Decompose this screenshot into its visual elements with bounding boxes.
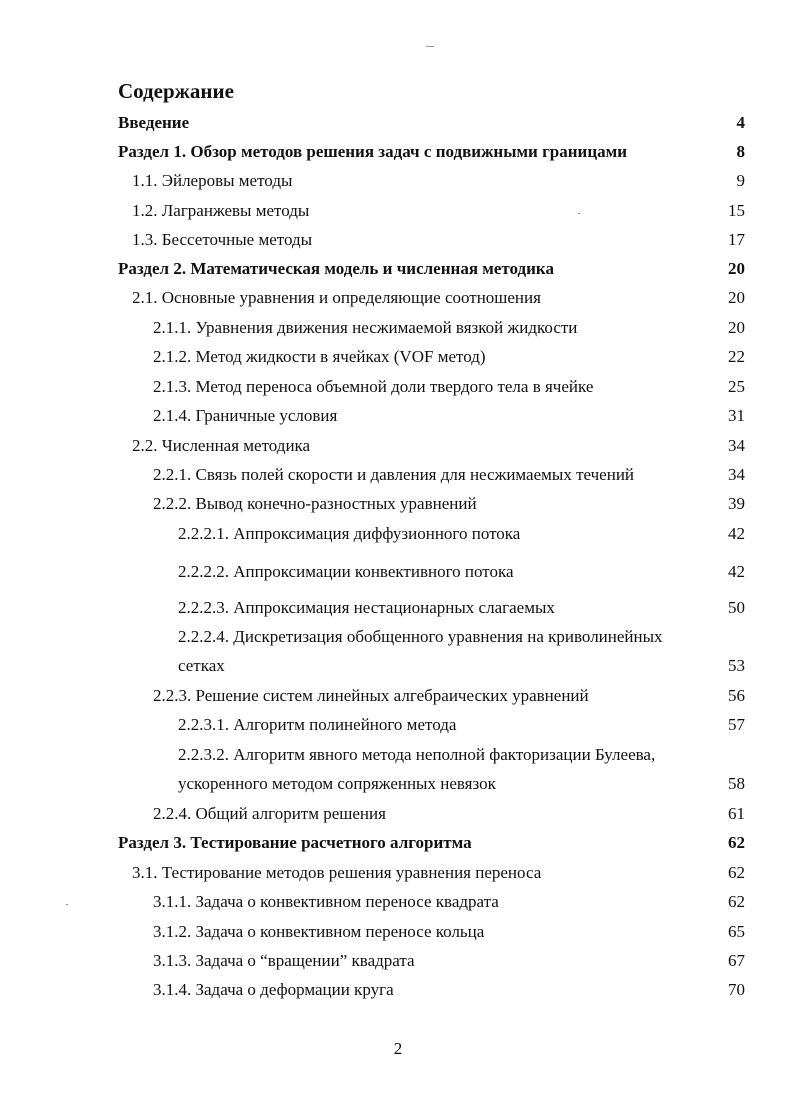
toc-entry-label: 2.1.2. Метод жидкости в ячейках (VOF метод) xyxy=(153,347,486,366)
toc-entry-label: Раздел 2. Математическая модель и численная методика xyxy=(118,259,554,278)
toc-entry-page: 56 xyxy=(728,686,745,705)
toc-entry-page: 62 xyxy=(728,892,745,911)
toc-entry xyxy=(0,769,796,798)
toc-entry xyxy=(0,108,796,137)
toc-entry-label: 2.1.1. Уравнения движения несжимаемой вязкой жидкости xyxy=(153,318,578,337)
toc-entry-page: 22 xyxy=(728,347,745,366)
toc-entry xyxy=(0,710,796,739)
toc-entry-label: 2.2.3. Решение систем линейных алгебраических уравнений xyxy=(153,686,589,705)
toc-entry-page: 42 xyxy=(728,562,745,581)
toc-entry-page: 31 xyxy=(728,406,745,425)
toc-entry xyxy=(0,858,796,887)
toc-entry-label: 1.2. Лагранжевы методы xyxy=(132,201,310,220)
page-number: 2 xyxy=(393,1039,403,1058)
toc-entry-label: 3.1. Тестирование методов решения уравнения переноса xyxy=(132,863,542,882)
toc-entry-page: 70 xyxy=(728,980,745,999)
toc-entry-label: 1.3. Бессеточные методы xyxy=(132,230,313,249)
toc-entry xyxy=(0,225,796,254)
toc-entry xyxy=(0,519,796,548)
toc-entry-label: 3.1.1. Задача о конвективном переносе квадрата xyxy=(153,892,499,911)
toc-entry xyxy=(0,557,796,586)
toc-entry xyxy=(0,431,796,460)
toc-entry xyxy=(0,342,796,371)
toc-entry xyxy=(0,946,796,975)
toc-entry-page: 42 xyxy=(728,524,745,543)
toc-title: Содержание xyxy=(118,79,234,103)
toc-entry-page: 58 xyxy=(728,774,745,793)
toc-entry xyxy=(0,622,796,651)
toc-entry-page: 8 xyxy=(736,142,745,161)
toc-entry-label: 3.1.4. Задача о деформации круга xyxy=(153,980,394,999)
toc-entry xyxy=(0,372,796,401)
toc-entry-label: 2.1. Основные уравнения и определяющие соотношения xyxy=(132,288,541,307)
toc-entry-page: 20 xyxy=(728,288,745,307)
toc-entry-page: 53 xyxy=(728,656,745,675)
toc-entry xyxy=(0,975,796,1004)
toc-entry-label: 2.1.3. Метод переноса объемной доли твердого тела в ячейке xyxy=(153,377,594,396)
toc-entry-page: 20 xyxy=(728,259,745,278)
toc-entry xyxy=(0,313,796,342)
toc-entry-page: 62 xyxy=(728,833,745,852)
toc-entry-page: 50 xyxy=(728,598,745,617)
toc-entry-page: 65 xyxy=(728,922,745,941)
toc-entry-label: ускоренного методом сопряженных невязок xyxy=(178,774,496,793)
toc-entry-page: 17 xyxy=(728,230,745,249)
toc-entry xyxy=(0,489,796,518)
toc-entry-label: 2.2.2.2. Аппроксимации конвективного потока xyxy=(178,562,514,581)
toc-entry xyxy=(0,283,796,312)
toc-entry-page: 9 xyxy=(736,171,745,190)
toc-entry xyxy=(0,887,796,916)
toc-entry-label: 2.2.2.1. Аппроксимация диффузионного потока xyxy=(178,524,521,543)
toc-entry-label: 2.2.2.4. Дискретизация обобщенного уравнения на криволинейных xyxy=(178,627,663,646)
toc-entry-label: Введение xyxy=(118,113,190,132)
toc-entry xyxy=(0,401,796,430)
toc-entry xyxy=(0,651,796,680)
toc-entry-label: 3.1.2. Задача о конвективном переносе кольца xyxy=(153,922,485,941)
toc-entry-page: 20 xyxy=(728,318,745,337)
toc-entry-page: 39 xyxy=(728,494,745,513)
toc-entry-page: 25 xyxy=(728,377,745,396)
toc-entry-label: 1.1. Эйлеровы методы xyxy=(132,171,293,190)
toc-entry-label: 2.2.2.3. Аппроксимация нестационарных слагаемых xyxy=(178,598,555,617)
toc-entry-page: 15 xyxy=(728,201,745,220)
toc-entry-page: 61 xyxy=(728,804,745,823)
toc-entry xyxy=(0,799,796,828)
toc-entry xyxy=(0,917,796,946)
toc-entry-page: 57 xyxy=(728,715,745,734)
toc-entry xyxy=(0,137,796,166)
toc-entry xyxy=(0,460,796,489)
toc-entry-page: 34 xyxy=(728,465,745,484)
toc-entry xyxy=(0,681,796,710)
toc-entry-label: Раздел 1. Обзор методов решения задач с подвижными границами xyxy=(118,142,628,161)
toc-entry-label: 2.2.2. Вывод конечно-разностных уравнений xyxy=(153,494,477,513)
toc-entry-page: 4 xyxy=(736,113,745,132)
scan-mark xyxy=(426,46,434,47)
toc-entry-label: 2.2.3.1. Алгоритм полинейного метода xyxy=(178,715,457,734)
toc-entry-label: 3.1.3. Задача о “вращении” квадрата xyxy=(153,951,415,970)
toc-entry-label: 2.2.1. Связь полей скорости и давления для несжимаемых течений xyxy=(153,465,635,484)
toc-entry-label: 2.1.4. Граничные условия xyxy=(153,406,338,425)
toc-entry xyxy=(0,254,796,283)
toc-entry-label: сетках xyxy=(178,656,225,675)
toc-entry-label: 2.2.4. Общий алгоритм решения xyxy=(153,804,386,823)
toc-entry xyxy=(0,196,796,225)
toc-entry-page: 34 xyxy=(728,436,745,455)
toc-entry xyxy=(0,740,796,769)
toc-entry xyxy=(0,828,796,857)
toc-entry-page: 62 xyxy=(728,863,745,882)
toc-entry-label: 2.2. Численная методика xyxy=(132,436,311,455)
toc-entry-label: Раздел 3. Тестирование расчетного алгоритма xyxy=(118,833,472,852)
toc-entry xyxy=(0,593,796,622)
toc-entry-page: 67 xyxy=(728,951,745,970)
toc-entry-label: 2.2.3.2. Алгоритм явного метода неполной факторизации Булеева, xyxy=(178,745,656,764)
toc-entry xyxy=(0,166,796,195)
